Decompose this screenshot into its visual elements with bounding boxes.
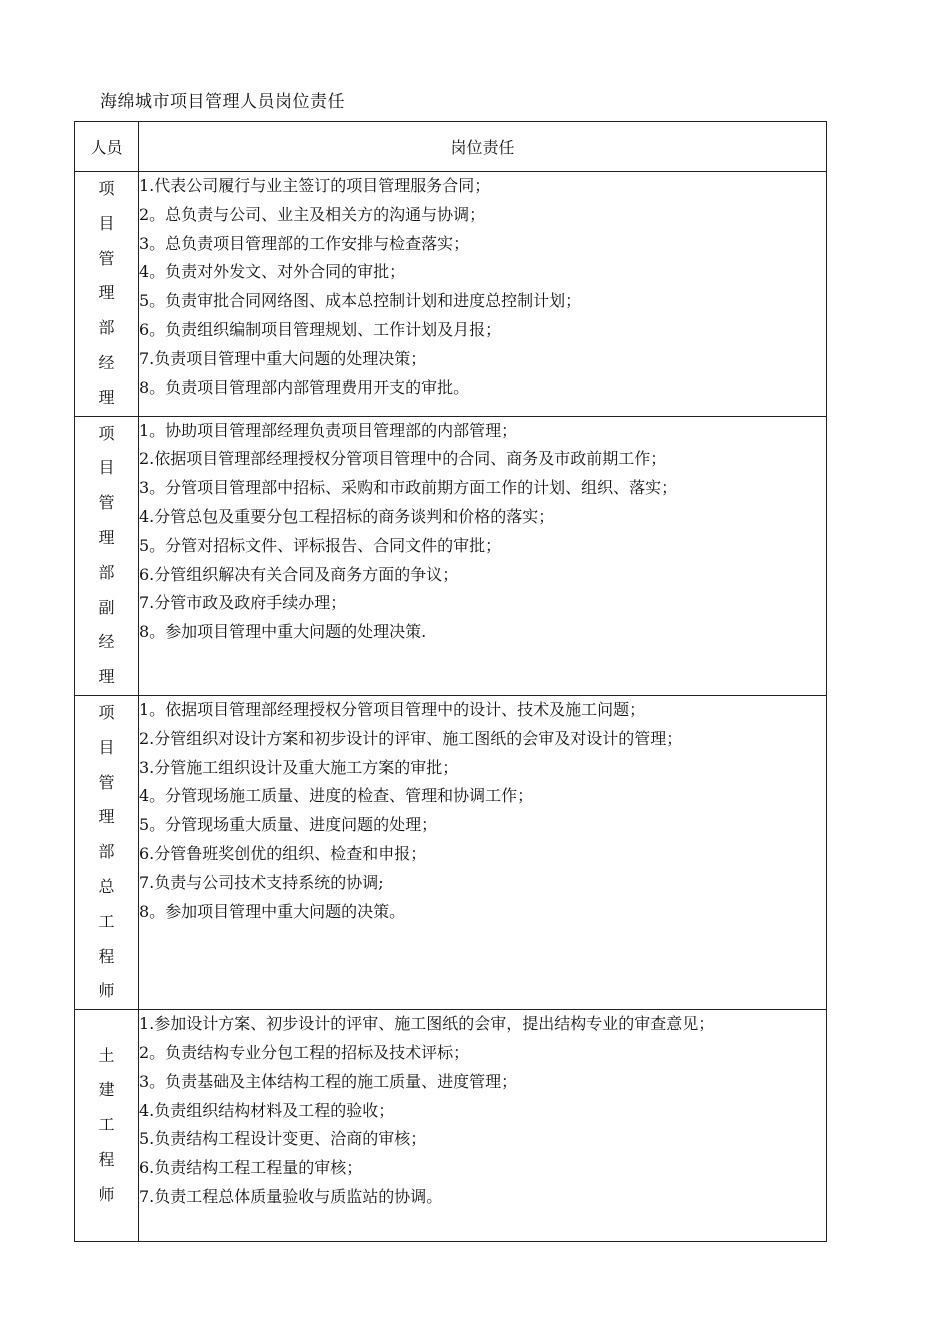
duties-cell	[139, 695, 827, 1009]
table-header-row	[75, 122, 827, 172]
duty-item: 8。负责项目管理部内部管理费用开支的审批。	[139, 377, 470, 397]
duty-item: 1.代表公司履行与业主签订的项目管理服务合同；	[139, 176, 491, 195]
duty-item: 5。分管对招标文件、评标报告、合同文件的审批；	[139, 535, 502, 555]
role-char: 部	[98, 842, 115, 862]
table-row	[75, 695, 827, 1009]
role-char: 目	[98, 737, 115, 757]
duties-cell	[139, 1010, 827, 1242]
duty-item: 8。参加项目管理中重大问题的决策。	[139, 901, 406, 921]
duty-item: 5。负责审批合同网络图、成本总控制计划和进度总控制计划；	[139, 291, 582, 311]
duty-item: 3。分管项目管理部中招标、采购和市政前期方面工作的计划、组织、落实；	[139, 478, 678, 498]
role-char: 项	[98, 179, 115, 198]
duty-item: 4。分管现场施工质量、进度的检查、管理和协调工作；	[139, 786, 534, 806]
role-char: 工	[98, 911, 115, 931]
role-char: 管	[98, 772, 115, 792]
role-char: 副	[98, 597, 115, 617]
role-char: 管	[98, 248, 115, 268]
role-char: 管	[98, 493, 115, 513]
role-char: 师	[98, 981, 115, 1001]
duty-item: 1。依据项目管理部经理授权分管项目管理中的设计、技术及施工问题；	[139, 699, 646, 719]
duty-item: 2。总负责与公司、业主及相关方的沟通与协调；	[139, 204, 486, 224]
duties-table	[74, 121, 827, 1242]
role-char: 经	[98, 632, 115, 652]
role-cell	[75, 695, 139, 1009]
duty-item: 8。参加项目管理中重大问题的处理决策.	[139, 622, 427, 642]
duty-item: 6。负责组织编制项目管理规划、工作计划及月报；	[139, 319, 502, 339]
duty-item: 4.负责组织结构材料及工程的验收；	[139, 1100, 395, 1120]
duty-item: 3。总负责项目管理部的工作安排与检查落实；	[139, 233, 470, 253]
table-row	[75, 172, 827, 417]
role-char: 项	[98, 423, 115, 443]
duty-item: 6.分管组织解决有关合同及商务方面的争议；	[139, 564, 459, 584]
duty-item: 5。分管现场重大质量、进度问题的处理；	[139, 815, 438, 835]
table-row	[75, 1010, 827, 1242]
role-char: 建	[98, 1080, 115, 1100]
duty-item: 7.负责工程总体质量验收与质监站的协调。	[139, 1186, 443, 1206]
duty-item: 7.负责项目管理中重大问题的处理决策；	[139, 348, 427, 368]
duty-item: 1.参加设计方案、初步设计的评审、施工图纸的会审，提出结构专业的审查意见；	[139, 1014, 715, 1034]
duty-item: 7.分管市政及政府手续办理；	[139, 593, 347, 613]
duties-cell	[139, 172, 827, 417]
role-char: 目	[98, 458, 115, 478]
duty-item: 1。协助项目管理部经理负责项目管理部的内部管理；	[139, 420, 518, 440]
role-char: 理	[98, 387, 115, 407]
role-char: 理	[98, 667, 115, 687]
duty-item: 3。负责基础及主体结构工程的施工质量、进度管理；	[139, 1071, 518, 1091]
header-personnel: 人员	[75, 122, 139, 172]
role-char: 项	[98, 702, 115, 722]
duty-item: 4。负责对外发文、对外合同的审批；	[139, 262, 406, 282]
table-row	[75, 416, 827, 695]
role-char: 总	[98, 876, 115, 896]
role-cell	[75, 1010, 139, 1242]
role-cell	[75, 172, 139, 417]
role-char: 程	[98, 1150, 115, 1170]
duty-item: 2.分管组织对设计方案和初步设计的评审、施工图纸的会审及对设计的管理；	[139, 728, 683, 748]
role-char: 目	[98, 213, 115, 233]
role-char: 部	[98, 318, 115, 338]
role-char: 理	[98, 283, 115, 303]
role-char: 工	[98, 1115, 115, 1135]
duty-item: 2.依据项目管理部经理授权分管项目管理中的合同、商务及市政前期工作；	[139, 449, 667, 469]
role-char: 程	[98, 946, 115, 966]
duty-item: 4.分管总包及重要分包工程招标的商务谈判和价格的落实；	[139, 506, 555, 526]
role-char: 部	[98, 562, 115, 582]
role-char: 理	[98, 527, 115, 547]
role-char: 理	[98, 807, 115, 827]
header-responsibilities: 岗位责任	[139, 122, 827, 172]
duties-cell	[139, 416, 827, 695]
role-char: 师	[98, 1184, 115, 1204]
duty-item: 6.负责结构工程工程量的审核；	[139, 1158, 363, 1178]
role-char: 经	[98, 352, 115, 372]
duty-item: 2。负责结构专业分包工程的招标及技术评标；	[139, 1042, 470, 1062]
role-cell	[75, 416, 139, 695]
duty-item: 3.分管施工组织设计及重大施工方案的审批；	[139, 757, 459, 777]
duty-item: 7.负责与公司技术支持系统的协调;	[139, 872, 384, 892]
duty-item: 6.分管鲁班奖创优的组织、检查和申报；	[139, 843, 427, 863]
duty-item: 5.负责结构工程设计变更、洽商的审核；	[139, 1129, 427, 1149]
role-char: 土	[98, 1045, 115, 1065]
document-title: 海绵城市项目管理人员岗位责任	[100, 92, 345, 112]
